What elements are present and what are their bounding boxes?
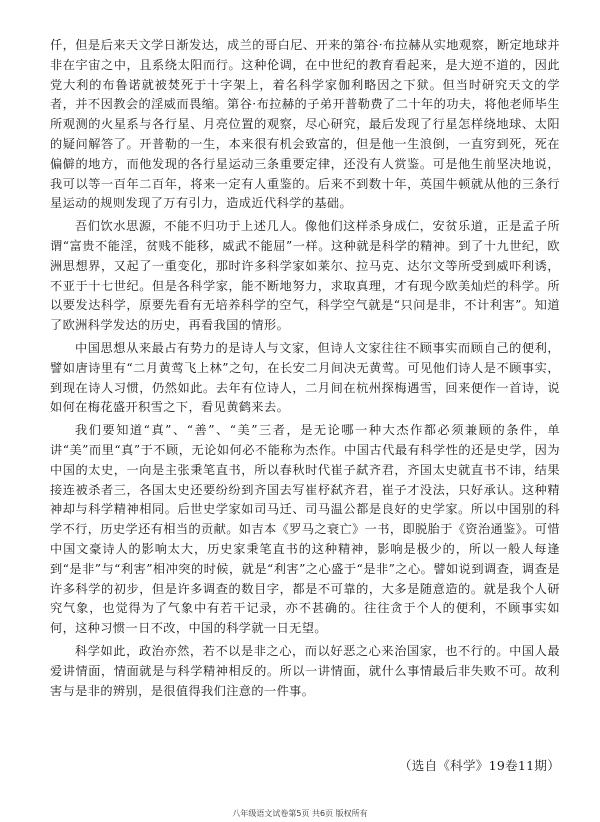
paragraph-5: 科学如此，政治亦然，若不以是非之心，而以好恶之心来治国家，也不行的。中国人最爱讲情面，情面就是与科学精神相反的。所以一讲情面，就什么事情最后非失败不可。故利害与是非的辨别，是很值得我们注意的一件事。: [50, 643, 560, 698]
page-footer: 八年级语文试卷第5页 共6页 版权所有: [232, 809, 368, 818]
paragraph-4: 我们要知道“真”、“善”、“美”三者，是无论哪一种大杰作都必须兼顾的条件，单讲“美”而里“真”于不顾，无论如何必不能称为杰作。中国古代最有科学性的还是史学，因为中国的太史，一向是主张秉笔直书，所以春秋时代崔子弑齐君，齐国太史就直书不讳，结果接连被杀者三，各国太史还要纷纷到齐国去写崔杼弑齐君，崔子才没法，只好承认。这种精神却与科学精神相同。后世史学家如司马迁、司马温公都是良好的史学家。所以中国别的科学不行，历史学还有相当的贡献。如吉本《罗马之衰亡》一书，即脱胎于《资治通鉴》。可惜中国文豪诗人的影响太大，历史家秉笔直书的这种精神，影响是极少的，所以一般人每逢到“是非”与“利害”相冲突的时候，就是“利害”之心盛于“是非”之心。譬如说到调查，调查是许多科学的初步，但是许多调查的数目字，都是不可靠的，大多是随意造的。就是我个人研究气象，也觉得为了气象中有若干记录，亦不甚确的。往往贪于个人的便利，不顾事实如何，这种习惯一日不改，中国的科学就一日无望。: [50, 423, 560, 636]
source-citation: （选自《科学》19卷11期）: [398, 758, 560, 773]
article-body: [50, 36, 560, 704]
paragraph-3: 中国思想从来最占有势力的是诗人与文家，但诗人文家往往不顾事实而顾自己的便利，譬如唐诗里有“二月黄莺飞上林”之句，在长安二月间决无黄莺。可见他们诗人是不顾事实，到现在诗人习惯，仍然如此。去年有位诗人，二月间在杭州探梅遇雪，回来便作一首诗，说如何在梅花盛开积雪之下，看见黄鹤来去。: [50, 340, 560, 415]
paragraph-1: 仟，但是后来天文学日渐发达，成兰的哥白尼、开来的第谷·布拉赫从实地观察，断定地球并非在宇宙之中，且系绕太阳而行。这种伦调，在中世纪的教育看起来，是大逆不道的，因此党大利的布鲁诺就被焚死于十字架上，着名科学家伽利略因之下狱。但当时研究天文的学者，并不因教会的淫威而畏缩。第谷·布拉赫的子弟开普勒费了二十年的功夫，将他老师毕生所观测的火星系与各行星、月亮位置的观察，尽心研究，最后发现了行星怎样绕地球、太阳的疑问解答了。开普勒的一生，本来很有机会致富的，但是他一生浪倒，一直穷到死，死在偏僻的地方，而他发现的各行星运动三条重要定律，还没有人赏鉴。可是他生前坚决地说，我可以等一百年二百年，将来一定有人重鉴的。后来不到数十年，英国牛顿就从他的三条行星运动的规则发现了万有引力，造成近代科学的基础。: [50, 38, 560, 211]
paragraph-2: 吾们饮水思源，不能不归功于上述几人。像他们这样杀身成仁，安贫乐道，正是孟子所谓“富贵不能淫，贫贱不能移，威武不能屈”一样。这种就是科学的精神。到了十九世纪，欧洲思想界，又起了一重变化，那时许多科学家如莱尔、拉马克、达尔文等所受到威吓利诱，不亚于十七世纪。但是各科学家，能不断地努力，求取真理，才有现今欧美灿烂的科学。所以要发达科学，原要先看有无培养科学的空气，科学空气就是“只问是非，不计利害”。知道了欧洲科学发达的历史，再看我国的情形。: [50, 219, 560, 333]
